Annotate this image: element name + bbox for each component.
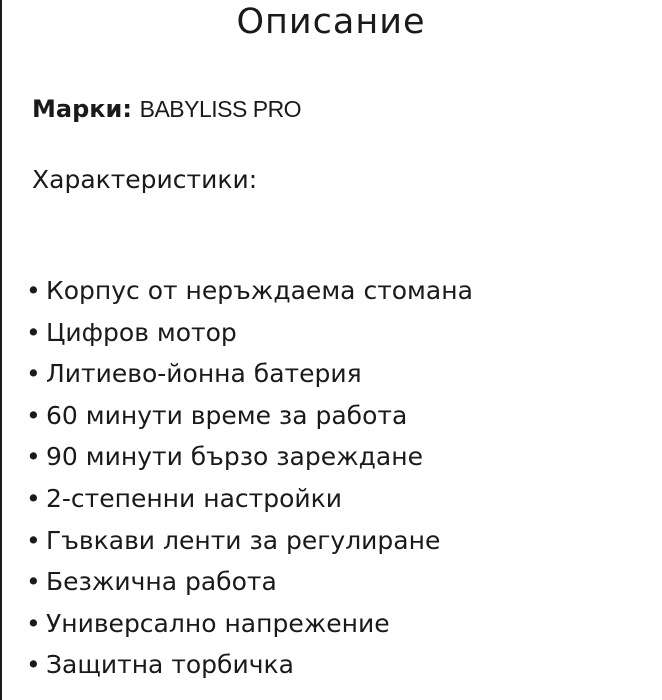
bullet-icon: • (26, 442, 41, 472)
feature-text: 2-степенни настройки (46, 483, 342, 513)
feature-item (26, 395, 473, 437)
brand-label: Марки: (32, 95, 132, 123)
feature-text: Цифров мотор (46, 317, 237, 347)
feature-item (26, 644, 473, 686)
feature-item (26, 603, 473, 645)
bullet-icon: • (26, 483, 41, 513)
feature-text: Корпус от неръждаема стомана (46, 276, 473, 305)
bullet-icon: • (26, 608, 41, 638)
feature-item (26, 478, 473, 520)
feature-item (26, 561, 473, 603)
page-title: Описание (236, 2, 426, 42)
feature-text: Универсално напрежение (46, 608, 390, 638)
feature-text: 90 минути бързо зареждане (46, 442, 423, 472)
brand-line (32, 93, 301, 125)
feature-text: Безжична работа (46, 567, 277, 597)
features-list (26, 270, 473, 686)
feature-item (26, 270, 473, 312)
bullet-icon: • (26, 359, 41, 389)
feature-text: Гъвкави ленти за регулиране (46, 525, 441, 555)
bullet-icon: • (26, 317, 41, 347)
bullet-icon: • (26, 567, 41, 597)
bullet-icon: • (26, 276, 41, 305)
bullet-icon: • (26, 650, 41, 680)
bullet-icon: • (26, 525, 41, 555)
feature-item (26, 520, 473, 562)
feature-text: 60 минути време за работа (46, 400, 408, 430)
feature-text: Защитна торбичка (46, 650, 294, 680)
feature-item (26, 312, 473, 354)
brand-value: BABYLISS PRO (139, 96, 302, 122)
features-heading: Характеристики: (32, 165, 258, 194)
left-border (0, 0, 2, 700)
feature-text: Литиево-йонна батерия (46, 359, 362, 389)
feature-item (26, 436, 473, 478)
feature-item (26, 353, 473, 395)
bullet-icon: • (26, 400, 41, 430)
